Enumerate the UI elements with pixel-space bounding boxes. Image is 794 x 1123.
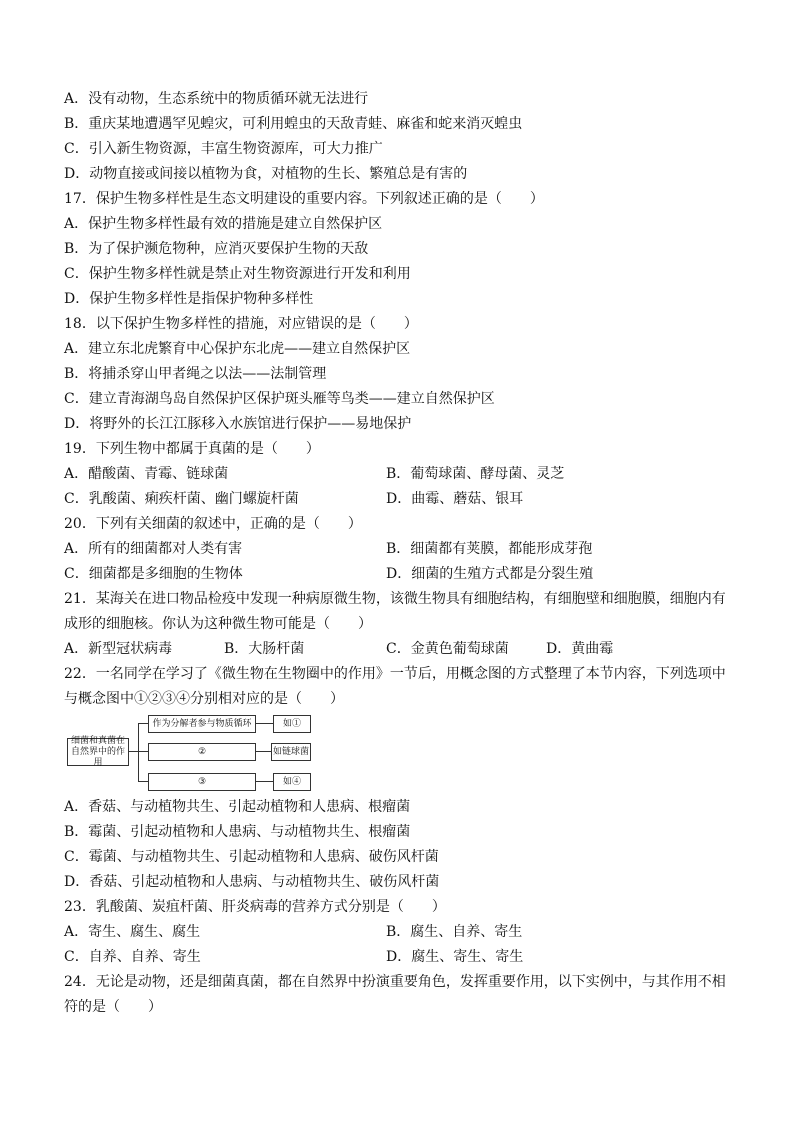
diagram-branch2-label: ② (197, 747, 207, 757)
q20-option-d: D．细菌的生殖方式都是分裂生殖 (386, 566, 594, 582)
q19-option-b: B．葡萄球菌、酵母菌、灵芝 (386, 466, 565, 482)
q24-stem-line2: 符的是（ ） (64, 999, 162, 1015)
q17-option-c: C．保护生物多样性就是禁止对生物资源进行开发和利用 (64, 266, 411, 282)
q18-option-a: A．建立东北虎繁育中心保护东北虎——建立自然保护区 (64, 341, 411, 357)
diagram-branch1-example-box (273, 715, 311, 733)
q20-option-a: A．所有的细菌都对人类有害 (64, 541, 243, 557)
q22-stem-line2: 与概念图中①②③④分别相对应的是（ ） (64, 691, 344, 707)
q22-option-a: A．香菇、与动植物共生、引起动植物和人患病、根瘤菌 (64, 799, 411, 815)
q24-stem-line1: 24．无论是动物，还是细菌真菌，都在自然界中扮演重要角色，发挥重要作用，以下实例中，与其作用不相 (64, 974, 726, 990)
q21-option-c: C．金黄色葡萄球菌 (386, 641, 509, 657)
q21-option-d: D．黄曲霉 (546, 641, 614, 657)
diagram-branch3-box (148, 773, 256, 791)
q19-option-c: C．乳酸菌、痢疾杆菌、幽门螺旋杆菌 (64, 491, 299, 507)
q23-option-d: D．腐生、寄生、寄生 (386, 949, 524, 965)
q23-option-b: B．腐生、自养、寄生 (386, 924, 523, 940)
q22-option-b: B．霉菌、引起动植物和人患病、与动植物共生、根瘤菌 (64, 824, 411, 840)
q17-stem: 17．保护生物多样性是生态文明建设的重要内容。下列叙述正确的是（ ） (64, 191, 544, 207)
q22-option-c: C．霉菌、与动植物共生、引起动植物和人患病、破伤风杆菌 (64, 849, 439, 865)
q21-stem-line1: 21．某海关在进口物品检疫中发现一种病原微生物，该微生物具有细胞结构，有细胞壁和细胞膜，细胞内有 (64, 591, 726, 607)
diagram-root-box (67, 735, 129, 768)
diagram-branch1-label: 作为分解者参与物质循环 (152, 719, 252, 729)
q17-option-b: B．为了保护濒危物种，应消灭要保护生物的天敌 (64, 241, 369, 257)
diagram-branch3-example-label: 如④ (282, 777, 301, 787)
q16-option-a: A．没有动物，生态系统中的物质循环就无法进行 (64, 91, 369, 107)
q20-option-c: C．细菌都是多细胞的生物体 (64, 566, 243, 582)
diagram-connector (138, 723, 139, 781)
q20-stem: 20．下列有关细菌的叙述中，正确的是（ ） (64, 516, 362, 532)
q18-option-c: C．建立青海湖鸟岛自然保护区保护斑头雁等鸟类——建立自然保护区 (64, 391, 495, 407)
diagram-connector (255, 781, 273, 782)
diagram-root-label: 细菌和真菌在自然界中的作用 (70, 735, 125, 768)
diagram-branch3-example-box (273, 773, 311, 791)
q19-option-d: D．曲霉、蘑菇、银耳 (386, 491, 524, 507)
q16-option-c: C．引入新生物资源，丰富生物资源库，可大力推广 (64, 141, 383, 157)
q19-stem: 19．下列生物中都属于真菌的是（ ） (64, 441, 320, 457)
diagram-branch1-example-label: 如① (282, 719, 301, 729)
q18-option-d: D．将野外的长江江豚移入水族馆进行保护——易地保护 (64, 416, 412, 432)
diagram-connector (128, 751, 138, 752)
q21-option-b: B．大肠杆菌 (224, 641, 305, 657)
q17-option-d: D．保护生物多样性是指保护物种多样性 (64, 291, 314, 307)
q22-option-d: D．香菇、引起动植物和人患病、与动植物共生、破伤风杆菌 (64, 874, 440, 890)
q20-option-b: B．细菌都有荚膜，都能形成芽孢 (386, 541, 593, 557)
q22-stem-line1: 22．一名同学在学习了《微生物在生物圈中的作用》一节后，用概念图的方式整理了本节内容，下列选项中 (64, 666, 726, 682)
q18-option-b: B．将捕杀穿山甲者绳之以法——法制管理 (64, 366, 327, 382)
diagram-connector (138, 781, 148, 782)
diagram-branch1-box (148, 715, 256, 733)
diagram-branch2-example-box (271, 743, 311, 761)
q17-option-a: A．保护生物多样性最有效的措施是建立自然保护区 (64, 216, 383, 232)
q23-stem: 23．乳酸菌、炭疽杆菌、肝炎病毒的营养方式分别是（ ） (64, 899, 446, 915)
diagram-branch2-box (148, 743, 256, 761)
q21-option-a: A．新型冠状病毒 (64, 641, 173, 657)
diagram-connector (255, 751, 271, 752)
q16-option-b: B．重庆某地遭遇罕见蝗灾，可利用蝗虫的天敌青蛙、麻雀和蛇来消灭蝗虫 (64, 116, 523, 132)
q23-option-a: A．寄生、腐生、腐生 (64, 924, 201, 940)
diagram-connector (138, 723, 148, 724)
q21-stem-line2: 成形的细胞核。你认为这种微生物可能是（ ） (64, 616, 372, 632)
q19-option-a: A．醋酸菌、青霉、链球菌 (64, 466, 229, 482)
q23-option-c: C．自养、自养、寄生 (64, 949, 201, 965)
diagram-connector (138, 751, 148, 752)
q18-stem: 18．以下保护生物多样性的措施，对应错误的是（ ） (64, 316, 418, 332)
diagram-branch2-example-label: 如链球菌 (272, 747, 309, 757)
diagram-connector (255, 723, 273, 724)
q16-option-d: D．动物直接或间接以植物为食，对植物的生长、繁殖总是有害的 (64, 166, 468, 182)
diagram-branch3-label: ③ (197, 777, 207, 787)
